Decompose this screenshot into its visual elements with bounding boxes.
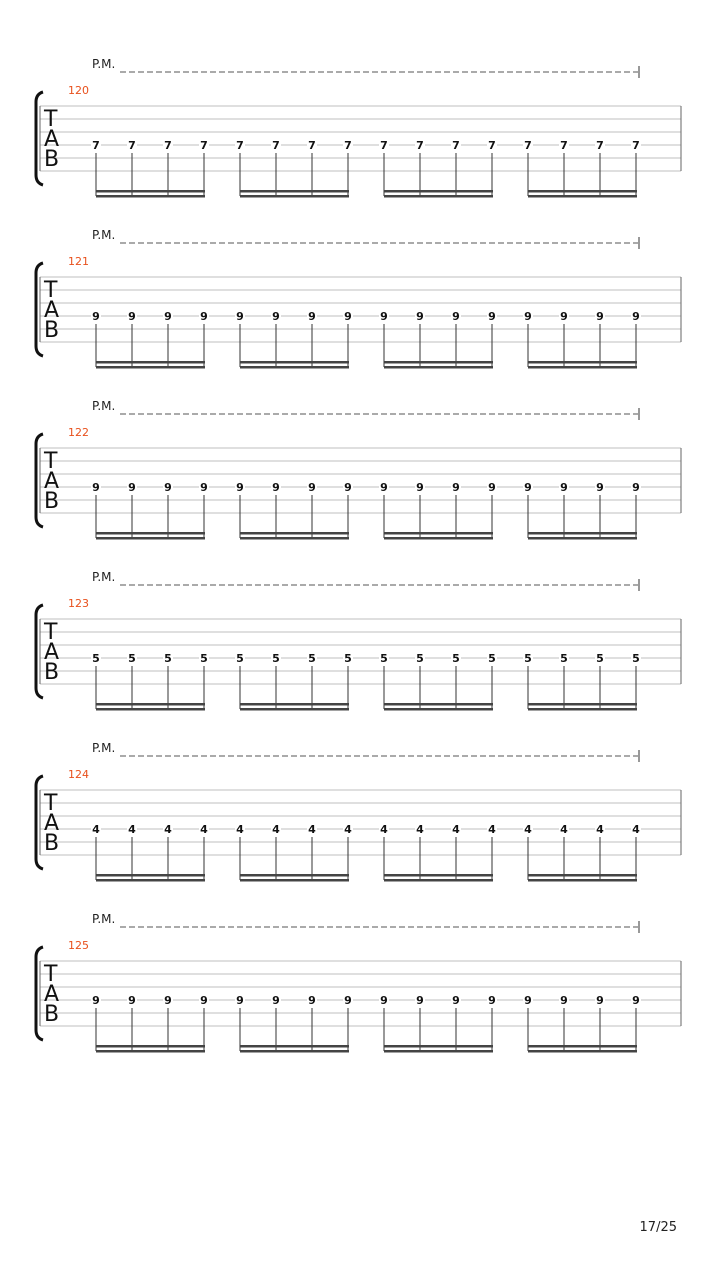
tab-clef-letter: T (44, 449, 58, 474)
fret-number: 7 (380, 139, 388, 152)
fret-number: 4 (200, 823, 208, 836)
fret-number: 9 (164, 310, 172, 323)
beam-secondary (528, 1050, 637, 1053)
fret-number: 7 (560, 139, 568, 152)
fret-number: 7 (596, 139, 604, 152)
fret-number: 9 (92, 481, 100, 494)
fret-number: 9 (308, 994, 316, 1007)
fret-number: 4 (344, 823, 352, 836)
fret-number: 9 (632, 310, 640, 323)
beam-primary (528, 1045, 637, 1048)
beam-secondary (96, 879, 205, 882)
fret-number: 7 (128, 139, 136, 152)
beam-secondary (384, 195, 493, 198)
fret-number: 5 (200, 652, 208, 665)
fret-number: 9 (344, 481, 352, 494)
fret-number: 5 (344, 652, 352, 665)
fret-number: 9 (164, 994, 172, 1007)
beam-secondary (240, 366, 349, 369)
fret-number: 4 (596, 823, 604, 836)
beam-secondary (96, 195, 205, 198)
fret-number: 9 (560, 994, 568, 1007)
fret-number: 4 (164, 823, 172, 836)
beam-secondary (96, 366, 205, 369)
fret-number: 7 (200, 139, 208, 152)
beam-primary (240, 361, 349, 364)
fret-number: 7 (236, 139, 244, 152)
beam-primary (96, 361, 205, 364)
fret-number: 9 (596, 310, 604, 323)
fret-number: 9 (452, 310, 460, 323)
beam-secondary (384, 537, 493, 540)
fret-number: 9 (632, 481, 640, 494)
fret-number: 4 (524, 823, 532, 836)
beam-primary (384, 874, 493, 877)
fret-number: 5 (488, 652, 496, 665)
fret-number: 7 (416, 139, 424, 152)
tab-system (36, 57, 681, 198)
fret-number: 4 (416, 823, 424, 836)
fret-number: 9 (308, 310, 316, 323)
fret-number: 9 (380, 310, 388, 323)
fret-number: 5 (272, 652, 280, 665)
measure-number: 120 (68, 84, 89, 97)
fret-number: 7 (308, 139, 316, 152)
measure-number: 124 (68, 768, 89, 781)
fret-number: 9 (236, 310, 244, 323)
fret-number: 9 (236, 994, 244, 1007)
page-number: 17/25 (639, 1220, 677, 1235)
fret-number: 9 (596, 481, 604, 494)
fret-number: 9 (524, 994, 532, 1007)
tab-system (36, 228, 681, 369)
tab-clef-letter: B (44, 660, 60, 685)
fret-number: 9 (416, 310, 424, 323)
fret-number: 5 (380, 652, 388, 665)
tab-clef-letter: A (44, 811, 60, 836)
beam-primary (384, 361, 493, 364)
fret-number: 9 (200, 481, 208, 494)
fret-number: 7 (632, 139, 640, 152)
tab-system (36, 570, 681, 711)
measure-number: 121 (68, 255, 89, 268)
fret-number: 9 (272, 994, 280, 1007)
fret-number: 5 (164, 652, 172, 665)
fret-number: 9 (488, 310, 496, 323)
beam-primary (240, 874, 349, 877)
beam-secondary (384, 708, 493, 711)
tab-clef-letter: B (44, 147, 60, 172)
fret-number: 9 (488, 994, 496, 1007)
tab-clef-letter: B (44, 831, 60, 856)
tab-clef-letter: T (44, 962, 58, 987)
fret-number: 4 (560, 823, 568, 836)
fret-number: 4 (452, 823, 460, 836)
beam-secondary (96, 708, 205, 711)
beam-secondary (240, 708, 349, 711)
beam-primary (528, 703, 637, 706)
fret-number: 4 (92, 823, 100, 836)
fret-number: 4 (632, 823, 640, 836)
fret-number: 9 (128, 310, 136, 323)
fret-number: 9 (272, 310, 280, 323)
beam-primary (96, 703, 205, 706)
beam-primary (384, 532, 493, 535)
fret-number: 9 (380, 994, 388, 1007)
fret-number: 4 (308, 823, 316, 836)
tab-clef-letter: T (44, 278, 58, 303)
fret-number: 9 (524, 481, 532, 494)
measure-number: 122 (68, 426, 89, 439)
tab-clef-letter: B (44, 1002, 60, 1027)
fret-number: 5 (308, 652, 316, 665)
beam-primary (384, 703, 493, 706)
fret-number: 5 (416, 652, 424, 665)
beam-primary (96, 874, 205, 877)
fret-number: 9 (92, 994, 100, 1007)
beam-secondary (384, 366, 493, 369)
fret-number: 4 (380, 823, 388, 836)
fret-number: 9 (344, 994, 352, 1007)
palm-mute-label: P.M. (92, 570, 116, 584)
fret-number: 9 (560, 481, 568, 494)
tab-clef-letter: A (44, 298, 60, 323)
fret-number: 9 (632, 994, 640, 1007)
fret-number: 4 (488, 823, 496, 836)
fret-number: 9 (560, 310, 568, 323)
fret-number: 9 (452, 994, 460, 1007)
beam-secondary (384, 879, 493, 882)
beam-primary (528, 361, 637, 364)
fret-number: 5 (92, 652, 100, 665)
beam-secondary (240, 195, 349, 198)
beam-secondary (240, 879, 349, 882)
fret-number: 5 (524, 652, 532, 665)
fret-number: 7 (524, 139, 532, 152)
fret-number: 9 (524, 310, 532, 323)
beam-primary (240, 1045, 349, 1048)
beam-secondary (528, 708, 637, 711)
measure-number: 123 (68, 597, 89, 610)
beam-secondary (528, 366, 637, 369)
tab-clef-letter: T (44, 107, 58, 132)
palm-mute-label: P.M. (92, 912, 116, 926)
fret-number: 9 (236, 481, 244, 494)
beam-primary (96, 1045, 205, 1048)
fret-number: 9 (596, 994, 604, 1007)
palm-mute-label: P.M. (92, 57, 116, 71)
fret-number: 4 (272, 823, 280, 836)
beam-secondary (528, 195, 637, 198)
beam-secondary (240, 537, 349, 540)
tab-clef-letter: A (44, 127, 60, 152)
beam-primary (528, 874, 637, 877)
fret-number: 9 (308, 481, 316, 494)
fret-number: 9 (200, 994, 208, 1007)
measure-number: 125 (68, 939, 89, 952)
beam-primary (240, 190, 349, 193)
beam-primary (528, 532, 637, 535)
beam-secondary (528, 537, 637, 540)
beam-primary (384, 1045, 493, 1048)
fret-number: 7 (272, 139, 280, 152)
fret-number: 5 (596, 652, 604, 665)
tab-clef-letter: T (44, 791, 58, 816)
tab-clef-letter: A (44, 982, 60, 1007)
beam-primary (96, 532, 205, 535)
fret-number: 5 (236, 652, 244, 665)
beam-secondary (96, 1050, 205, 1053)
fret-number: 9 (128, 994, 136, 1007)
tab-clef-letter: T (44, 620, 58, 645)
tab-clef-letter: A (44, 640, 60, 665)
fret-number: 9 (488, 481, 496, 494)
beam-secondary (240, 1050, 349, 1053)
fret-number: 7 (164, 139, 172, 152)
beam-primary (96, 190, 205, 193)
fret-number: 5 (560, 652, 568, 665)
fret-number: 7 (488, 139, 496, 152)
beam-secondary (96, 537, 205, 540)
tab-system (36, 741, 681, 882)
fret-number: 9 (344, 310, 352, 323)
fret-number: 7 (344, 139, 352, 152)
fret-number: 9 (128, 481, 136, 494)
fret-number: 7 (452, 139, 460, 152)
fret-number: 9 (380, 481, 388, 494)
fret-number: 5 (128, 652, 136, 665)
beam-secondary (528, 879, 637, 882)
fret-number: 9 (452, 481, 460, 494)
tab-clef-letter: B (44, 489, 60, 514)
beam-secondary (384, 1050, 493, 1053)
tab-clef-letter: A (44, 469, 60, 494)
fret-number: 9 (92, 310, 100, 323)
beam-primary (240, 532, 349, 535)
fret-number: 5 (452, 652, 460, 665)
tab-system (36, 912, 681, 1053)
fret-number: 9 (200, 310, 208, 323)
fret-number: 9 (164, 481, 172, 494)
palm-mute-label: P.M. (92, 399, 116, 413)
fret-number: 9 (416, 481, 424, 494)
beam-primary (240, 703, 349, 706)
fret-number: 9 (272, 481, 280, 494)
beam-primary (528, 190, 637, 193)
fret-number: 7 (92, 139, 100, 152)
palm-mute-label: P.M. (92, 228, 116, 242)
fret-number: 9 (416, 994, 424, 1007)
fret-number: 4 (128, 823, 136, 836)
fret-number: 5 (632, 652, 640, 665)
fret-number: 4 (236, 823, 244, 836)
tab-system (36, 399, 681, 540)
beam-primary (384, 190, 493, 193)
palm-mute-label: P.M. (92, 741, 116, 755)
tab-clef-letter: B (44, 318, 60, 343)
